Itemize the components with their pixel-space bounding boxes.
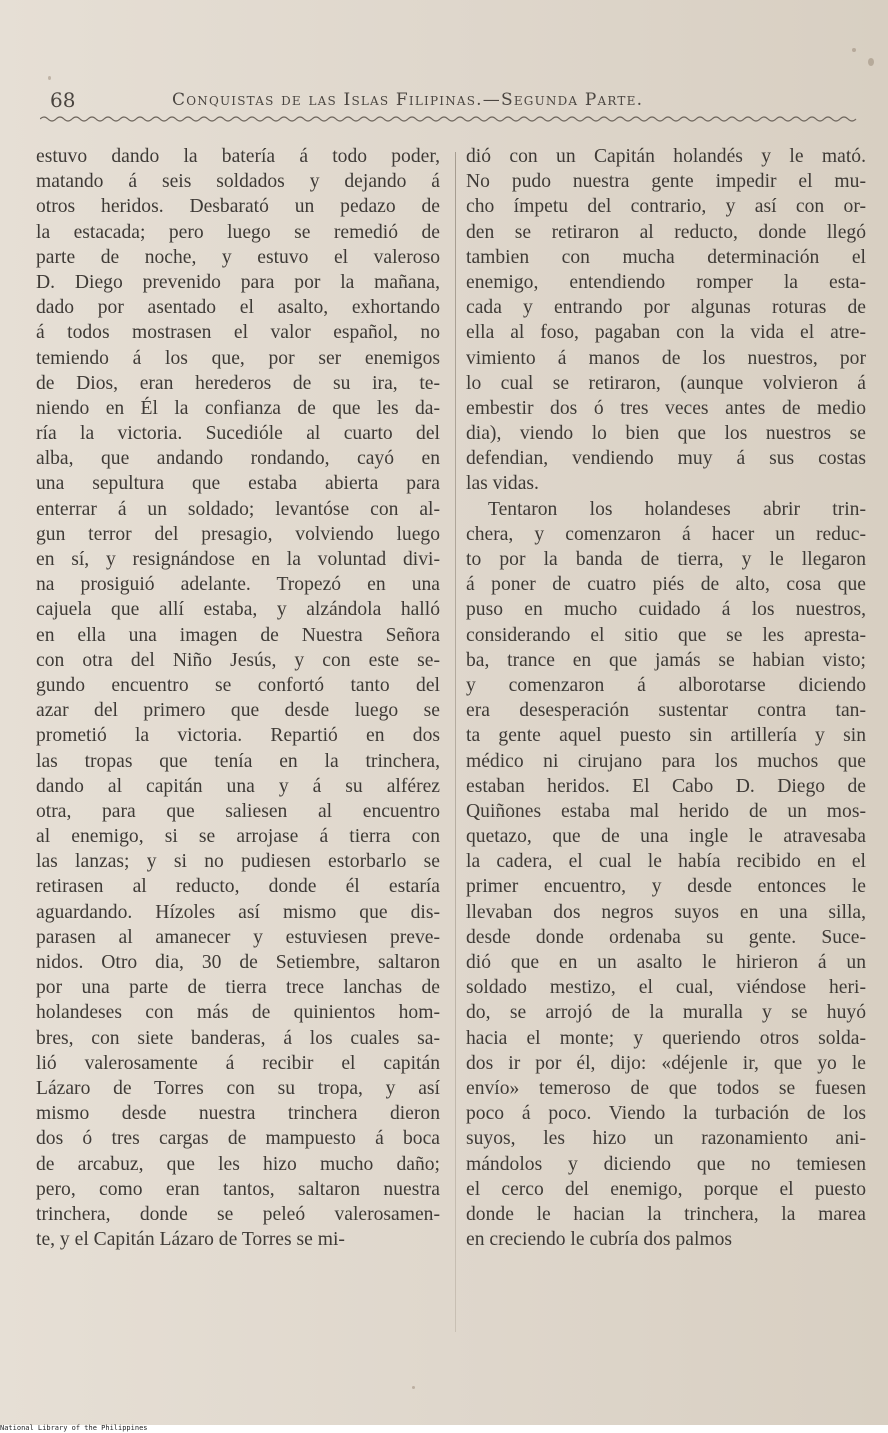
text-line: una sepultura que estaba abierta para — [36, 473, 440, 495]
foxing-spot — [868, 58, 874, 66]
text-line: vimiento á manos de los nuestros, por — [466, 347, 866, 369]
text-line: defendian, vendiendo muy á sus costas — [466, 448, 866, 470]
text-line: parasen al amanecer y estuviesen preve- — [36, 926, 440, 948]
text-line: de arcabuz, que les hizo mucho daño; — [36, 1153, 440, 1175]
text-line: to por la banda de tierra, y le llegaron — [466, 549, 866, 570]
text-line: hacia el monte; y queriendo otros solda- — [466, 1027, 866, 1049]
text-line: médico ni cirujano para los muchos que — [466, 750, 866, 772]
text-line: tambien con mucha determinación el — [466, 246, 866, 268]
text-line: niendo en Él la confianza de que les da- — [36, 397, 440, 419]
text-line: te, y el Capitán Lázaro de Torres se mi- — [36, 1229, 345, 1251]
text-line: ta gente aquel puesto sin artillería y sin — [466, 725, 866, 747]
text-line: gundo encuentro se confortó tanto del — [36, 674, 440, 696]
text-line: á todos mostrasen el valor español, no — [36, 322, 440, 344]
text-line: poco á poco. Viendo la turbación de los — [466, 1103, 866, 1125]
text-line: llevaban dos negros suyos en una silla, — [466, 901, 866, 923]
foxing-spot — [852, 48, 856, 52]
text-line: la estacada; pero luego se remedió de — [36, 221, 440, 243]
text-line: ría la victoria. Sucedióle al cuarto del — [36, 423, 440, 445]
text-line: aguardando. Hízoles así mismo que dis- — [36, 901, 440, 923]
text-line: la cadera, el cual le había recibido en el — [466, 851, 866, 873]
text-line: otra, para que saliesen al encuentro — [36, 800, 440, 822]
text-line: dando al capitán una y á su alférez — [36, 775, 440, 797]
wavy-rule-ornament — [40, 114, 860, 124]
text-line: pero, como eran tantos, saltaron nuestra — [36, 1178, 440, 1200]
text-line: cajuela que allí estaba, y alzándola halló — [36, 599, 440, 621]
text-line: con otra del Niño Jesús, y con este se- — [36, 649, 440, 671]
text-line: quetazo, que de una ingle le atravesaba — [466, 826, 866, 848]
text-line: en creciendo le cubría dos palmos — [466, 1229, 733, 1251]
text-line: dos ó tres cargas de mampuesto á boca — [36, 1128, 440, 1150]
text-line: retirasen al reducto, donde él estaría — [36, 876, 440, 898]
text-line: holandeses con más de quinientos hom- — [36, 1002, 440, 1024]
text-line: temiendo á los que, por ser enemigos — [36, 347, 440, 369]
text-line: considerando el sitio que se les apresta- — [466, 624, 866, 646]
scan-footer — [0, 1425, 888, 1433]
right-text-column — [466, 144, 866, 1252]
text-line: cho ímpetu del contrario, y así con or- — [466, 196, 866, 218]
text-line: prometió la victoria. Repartió en dos — [36, 725, 440, 747]
text-line: de Dios, eran herederos de su ira, te- — [36, 372, 440, 394]
text-line: parte de noche, y estuvo el valeroso — [36, 246, 440, 268]
text-line: mándolos y diciendo que no temiesen — [466, 1153, 866, 1175]
text-line: envío» temeroso de que todos se fuesen — [466, 1077, 866, 1099]
text-line: era desesperación sustentar contra tan- — [466, 700, 866, 722]
text-line: en sí, y resignándose en la voluntad divi- — [36, 549, 440, 570]
text-line: na prosiguió adelante. Tropezó en una — [36, 574, 440, 596]
text-line: por una parte de tierra trece lanchas de — [36, 977, 440, 999]
text-line: estaban heridos. El Cabo D. Diego de — [466, 775, 866, 797]
text-line: lió valerosamente á recibir el capitán — [36, 1052, 440, 1074]
text-line: desde donde ordenaba su gente. Suce- — [466, 926, 866, 948]
text-line: No pudo nuestra gente impedir el mu- — [466, 171, 866, 193]
text-line: Tentaron los holandeses abrir trin- — [488, 498, 866, 520]
text-line: el cerco del enemigo, porque el puesto — [466, 1178, 866, 1200]
text-line: en ella una imagen de Nuestra Señora — [36, 624, 440, 646]
text-line: otros heridos. Desbarató un pedazo de — [36, 196, 440, 218]
text-line: ba, trance en que jamás se habian visto; — [466, 649, 866, 671]
scan-credit: National Library of the Philippines — [0, 1424, 148, 1432]
text-line: dió que en un asalto le hirieron á un — [466, 952, 866, 973]
text-line: azar del primero que desde luego se — [36, 700, 440, 722]
text-line: primer encuentro, y desde entonces le — [466, 876, 866, 898]
text-line: embestir dos ó tres veces antes de medio — [466, 397, 866, 419]
left-text-column — [36, 144, 440, 1252]
text-line: matando á seis soldados y dejando á — [36, 171, 440, 193]
text-line: Lázaro de Torres con su tropa, y así — [36, 1077, 440, 1099]
text-line: chera, y comenzaron á hacer un reduc- — [466, 523, 866, 545]
text-line: enemigo, entendiendo romper la esta- — [466, 271, 866, 293]
text-line: las tropas que tenía en la trinchera, — [36, 750, 440, 772]
text-line: lo cual se retiraron, (aunque volvieron á — [466, 372, 866, 394]
text-line: den se retiraron al reducto, donde llegó — [466, 221, 866, 243]
text-line: nidos. Otro dia, 30 de Setiembre, saltaron — [36, 952, 440, 973]
text-line: y comenzaron á alborotarse diciendo — [466, 674, 866, 696]
text-line: estuvo dando la batería á todo poder, — [36, 146, 440, 167]
column-divider — [455, 152, 456, 1332]
running-head: Conquistas de las Islas Filipinas.—Segunda Parte. — [172, 90, 644, 110]
text-line: cada y entrando por algunas roturas de — [466, 297, 866, 319]
text-line: trinchera, donde se peleó valerosamen- — [36, 1203, 440, 1225]
text-line: las lanzas; y si no pudiesen estorbarlo se — [36, 851, 440, 873]
text-line: al enemigo, si se arrojase á tierra con — [36, 826, 440, 848]
text-line: alba, que andando rondando, cayó en — [36, 448, 440, 470]
text-line: soldado mestizo, el cual, viéndose heri- — [466, 977, 866, 999]
foxing-spot — [412, 1386, 415, 1389]
page-header — [50, 86, 848, 116]
text-line: D. Diego prevenido para por la mañana, — [36, 271, 440, 293]
text-line: suyos, les hizo un razonamiento ani- — [466, 1128, 866, 1150]
text-line: dos ir por él, dijo: «déjenle ir, que yo le — [466, 1052, 866, 1074]
text-line: mismo desde nuestra trinchera dieron — [36, 1103, 440, 1125]
page-number: 68 — [50, 88, 76, 112]
foxing-spot — [48, 76, 51, 80]
text-line: gun terror del presagio, volviendo luego — [36, 523, 440, 545]
text-line: dado por asentado el asalto, exhortando — [36, 297, 440, 319]
text-line: las vidas. — [466, 473, 539, 495]
text-line: dió con un Capitán holandés y le mató. — [466, 146, 866, 167]
text-line: á poner de cuatro piés de alto, cosa que — [466, 574, 866, 596]
text-line: donde le hacian la trinchera, la marea — [466, 1203, 866, 1225]
text-line: puso en mucho cuidado á los nuestros, — [466, 599, 866, 621]
text-line: do, se arrojó de la muralla y se huyó — [466, 1002, 866, 1024]
text-line: ella al foso, pagaban con la vida el atre- — [466, 322, 866, 344]
text-line: dia), viendo lo bien que los nuestros se — [466, 423, 866, 445]
text-line: Quiñones estaba mal herido de un mos- — [466, 800, 866, 822]
text-line: bres, con siete banderas, á los cuales sa- — [36, 1027, 440, 1049]
text-line: enterrar á un soldado; levantóse con al- — [36, 498, 440, 520]
